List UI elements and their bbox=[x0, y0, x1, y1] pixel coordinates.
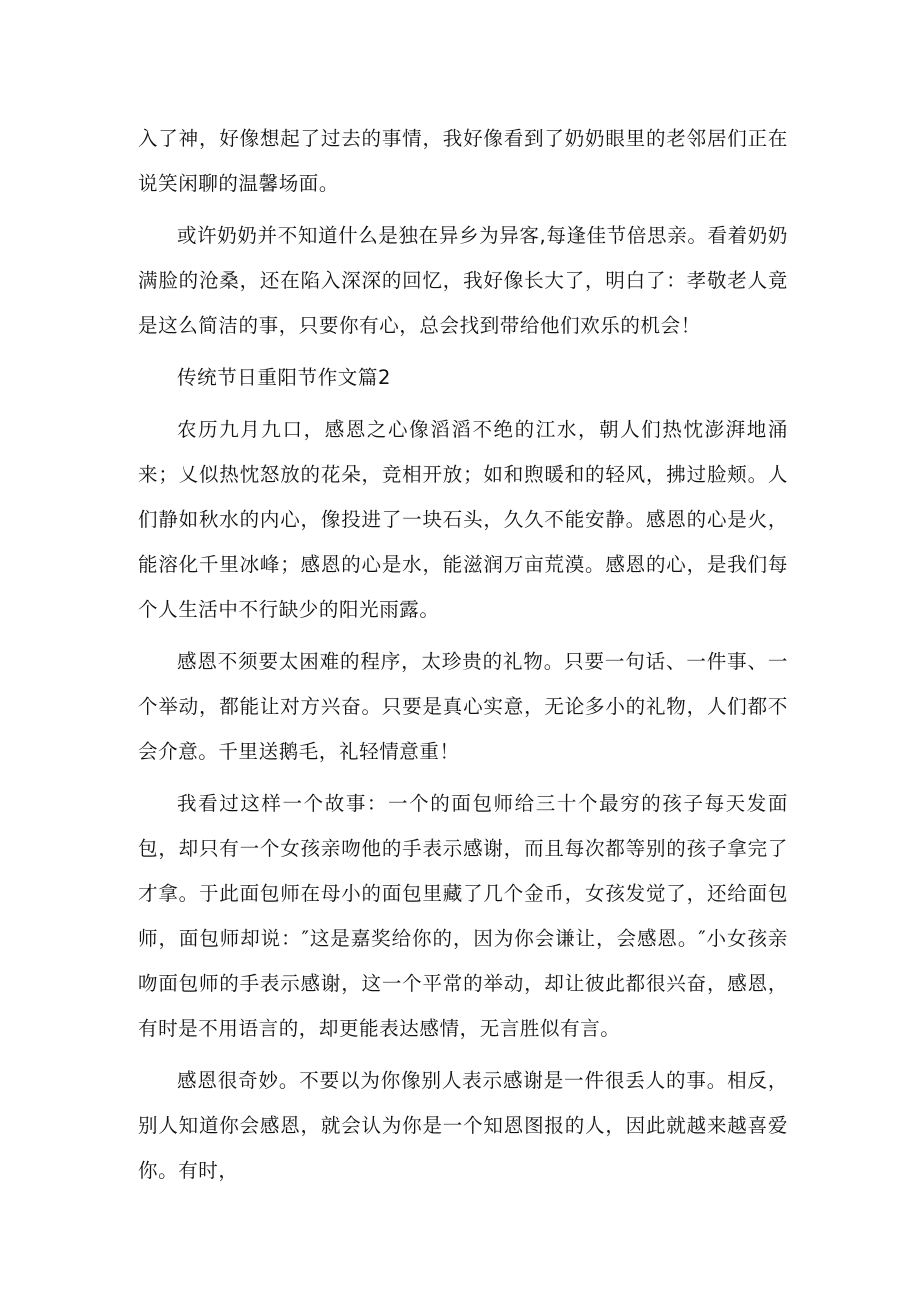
section-heading: 传统节日重阳节作文篇2 bbox=[177, 366, 392, 389]
paragraph: 入了神，好像想起了过去的事情，我好像看到了奶奶眼里的老邻居们正在说笑闲聊的温馨场面。 bbox=[138, 127, 788, 195]
paragraph: 感恩很奇妙。不要以为你像别人表示感谢是一件很丢人的事。相反，别人知道你会感恩，就会认为你是一个知恩图报的人，因此就越来越喜爱你。有时， bbox=[138, 1069, 788, 1182]
paragraph: 或许奶奶并不知道什么是独在异乡为异客,每逢佳节倍思亲。看着奶奶满脸的沧桑，还在陷入深深的回忆，我好像长大了，明白了：孝敬老人竟是这么简洁的事，只要你有心，总会找到带给他们欢乐的机会！ bbox=[138, 224, 788, 337]
paragraph: 感恩不须要太困难的程序，太珍贵的礼物。只要一句话、一件事、一个举动，都能让对方兴奋。只要是真心实意，无论多小的礼物，人们都不会介意。千里送鹅毛，礼轻情意重！ bbox=[138, 650, 788, 763]
paragraph: 我看过这样一个故事：一个的面包师给三十个最穷的孩子每天发面包，却只有一个女孩亲吻他的手表示感谢，而且每次都等别的孩子拿完了才拿。于此面包师在母小的面包里藏了几个金币，女孩发觉了，还给面包师，面包师却说：″这是嘉奖给你的，因为你会谦让，会感恩。″小女孩亲吻面包师的手表示感谢，这一个平常的举动，却让彼此都很兴奋，感恩，有时是不用语言的，却更能表达感情，无言胜似有言。 bbox=[138, 792, 788, 1040]
paragraph: 农历九月九口，感恩之心像滔滔不绝的江水，朝人们热忱澎湃地涌来；乂似热忱怒放的花朵，竞相开放；如和煦暖和的轻风，拂过脸颊。人们静如秋水的内心，像投进了一块石头，久久不能安静。感恩的心是火，能溶化千里冰峰；感恩的心是水，能滋润万亩荒漠。感恩的心，是我们每个人生活中不行缺少的阳光雨露。 bbox=[138, 418, 788, 621]
article-body bbox=[138, 116, 788, 1200]
